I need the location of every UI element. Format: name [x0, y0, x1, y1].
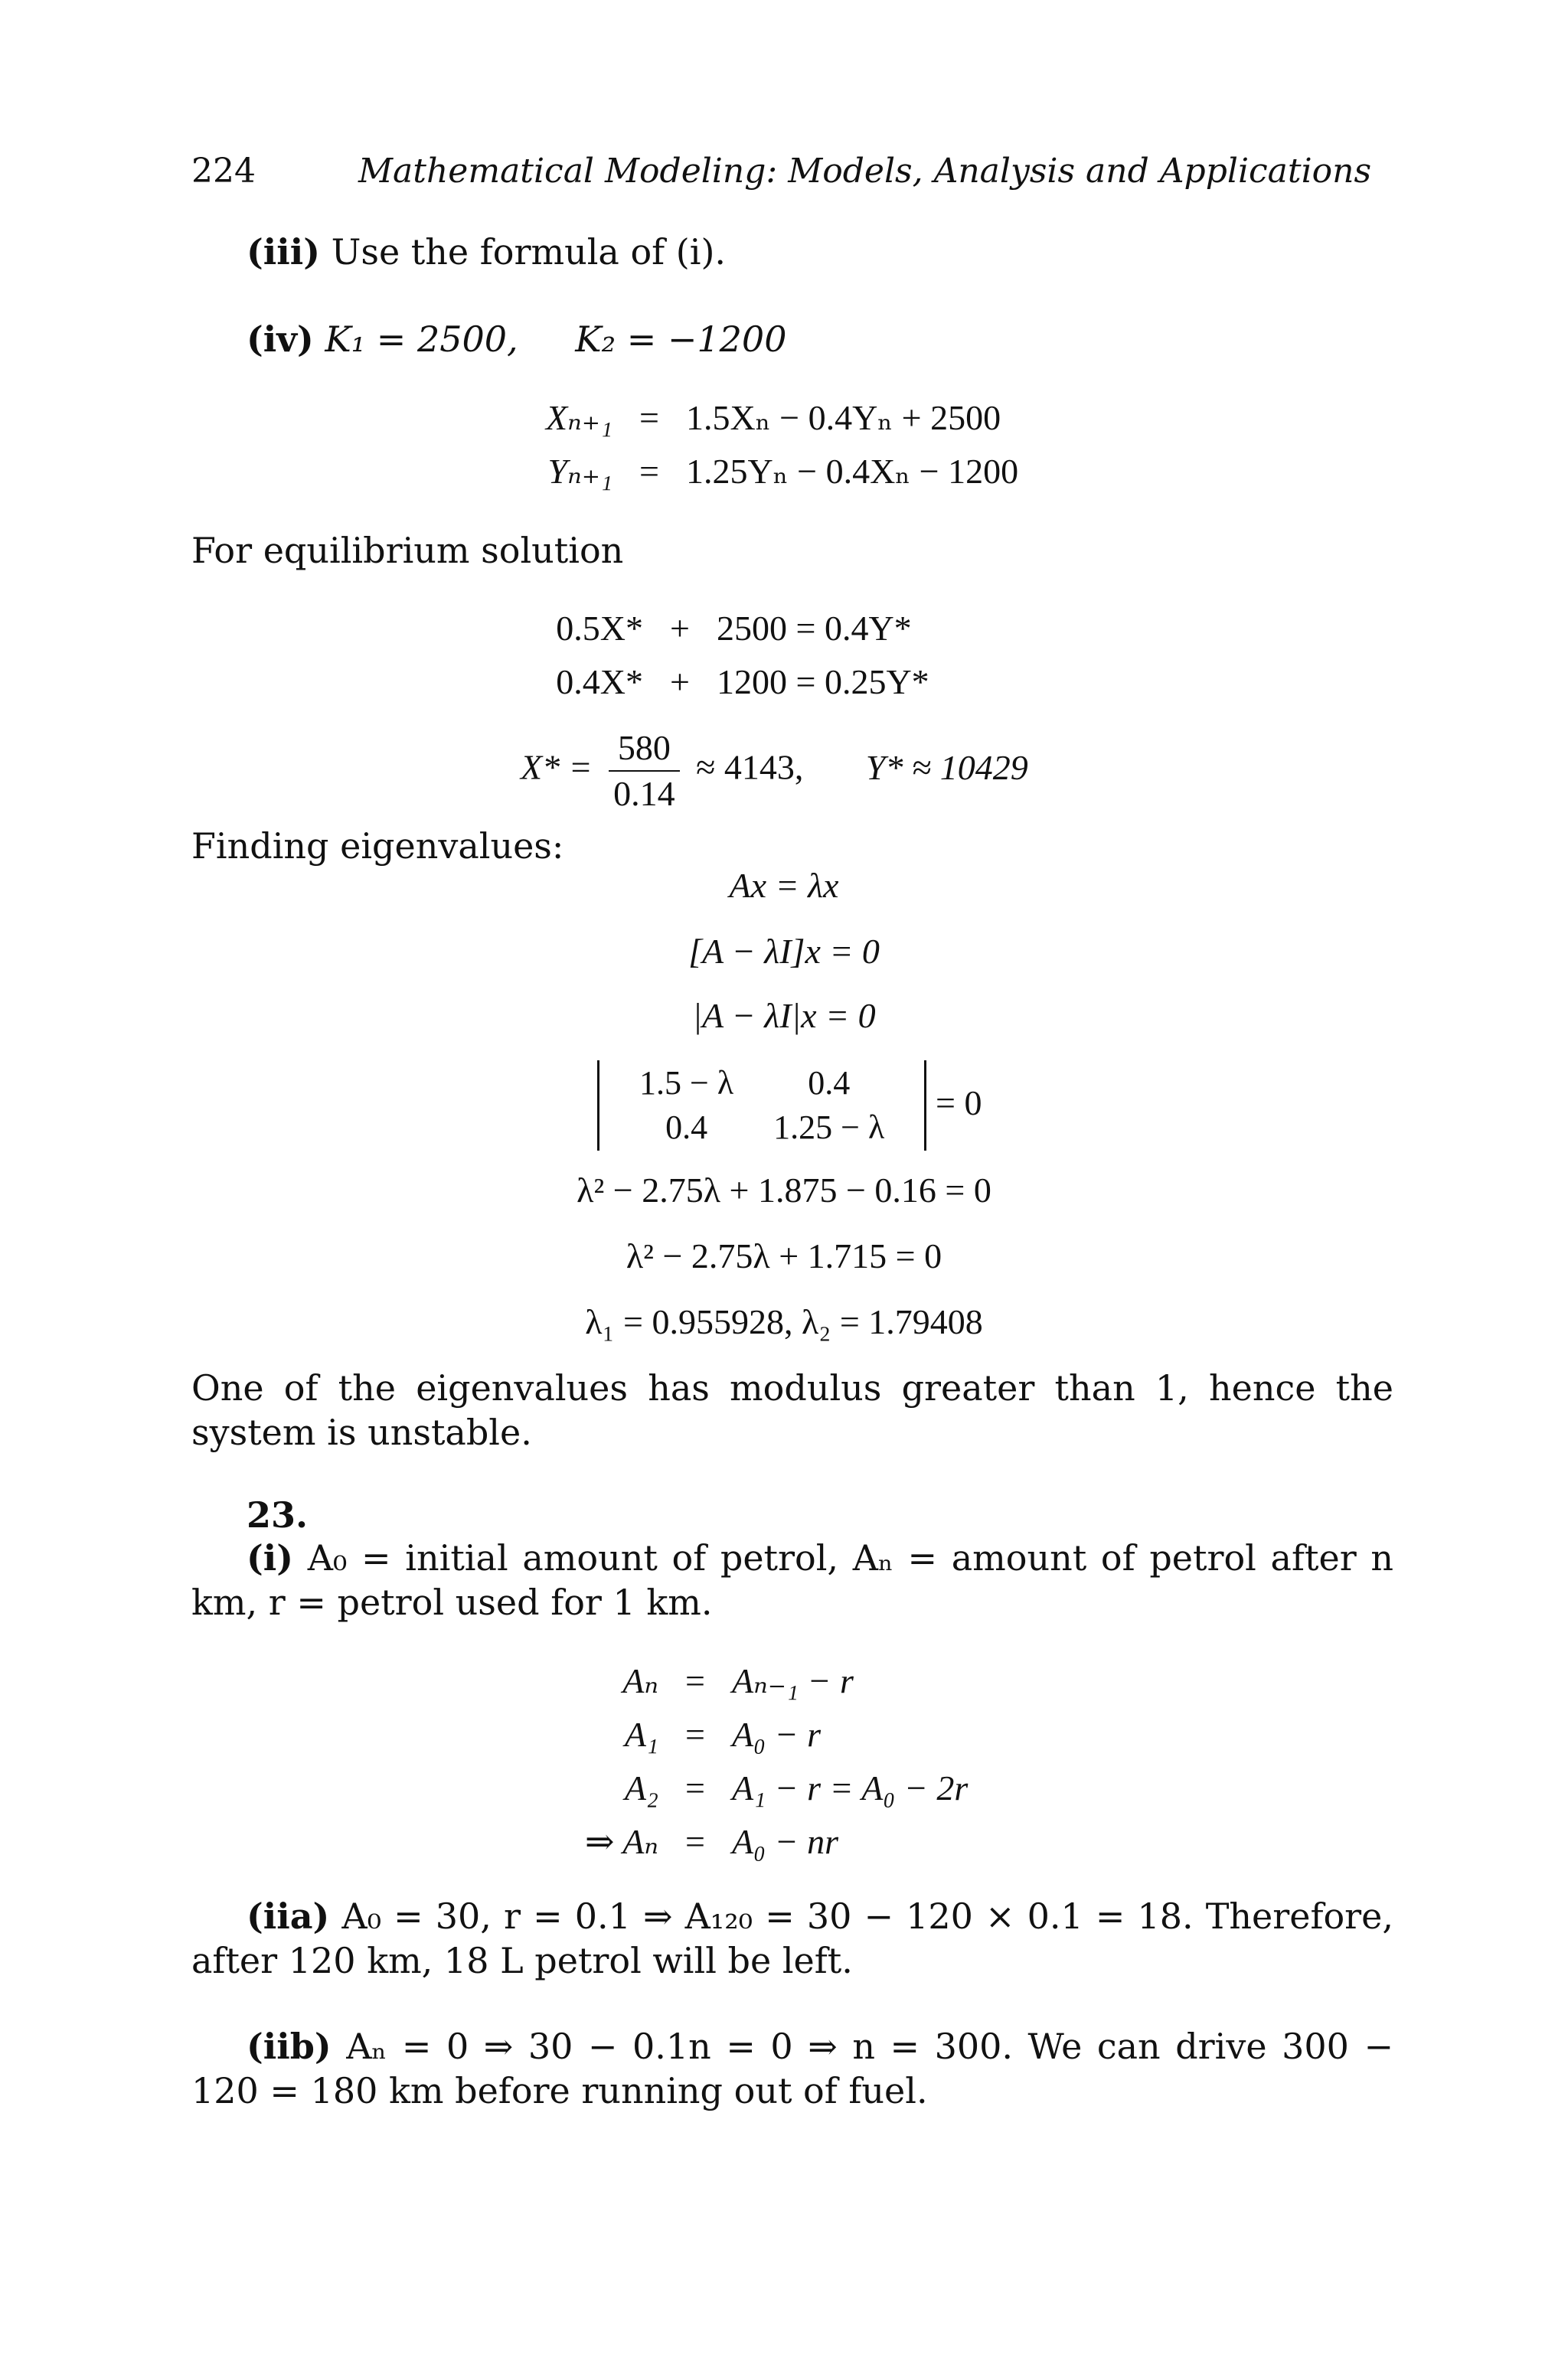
equation-lhs: Yₙ₊₁: [547, 452, 612, 491]
ystar-approx: Y* ≈ 10429: [865, 747, 1028, 787]
petrol-recurrence: [551, 1654, 968, 1868]
equation-rhs: 1.25Yₙ − 0.4Xₙ − 1200: [686, 452, 1019, 491]
eigen-eq-3: |A − λI|x = 0: [692, 996, 876, 1035]
part-i-text: A₀ = initial amount of petrol, Aₙ = amount of petrol after n km, r = petrol used for 1 km.: [191, 1537, 1393, 1623]
determinant-rhs: = 0: [936, 1083, 982, 1122]
equation-row: [551, 1761, 968, 1814]
equation-op: =: [685, 1768, 705, 1807]
matrix-entry: 1.25 − λ: [773, 1108, 885, 1146]
part-iib-text: Aₙ = 0 ⇒ 30 − 0.1n = 0 ⇒ n = 300. We can drive 300 − 120 = 180 km before running out of fuel.: [191, 2026, 1393, 2111]
part-iv: [247, 317, 786, 361]
part-i-label: (i): [247, 1537, 294, 1579]
equation-op: =: [685, 1821, 705, 1861]
part-iv-k1: K₁ = 2500,: [325, 318, 518, 360]
equation-rhs: A₀ − r: [732, 1714, 822, 1754]
matrix-entry: 0.4: [808, 1063, 851, 1102]
equation-lhs: A₂: [624, 1768, 658, 1807]
equation-rhs: A₀ − nr: [732, 1821, 839, 1861]
problem-number: [247, 1493, 308, 1537]
equation-system-xy: [490, 390, 1018, 498]
part-iii-text: Use the formula of (i).: [331, 231, 727, 273]
part-iia-text: A₀ = 30, r = 0.1 ⇒ A₁₂₀ = 30 − 120 × 0.1 = 18. Therefore, after 120 km, 18 L petrol will be left.: [191, 1896, 1393, 1981]
equilibrium-label: For equilibrium solution: [191, 530, 624, 571]
matrix-row: [619, 1105, 904, 1149]
xstar-lhs: X* =: [521, 747, 593, 787]
eigen-eq-5: λ² − 2.75λ + 1.715 = 0: [626, 1236, 942, 1275]
part-iia-label: (iia): [247, 1896, 330, 1937]
equation-lhs: 0.4X*: [556, 661, 643, 701]
equation-row: [536, 601, 929, 655]
equation-lhs: Xₙ₊₁: [545, 398, 612, 437]
eigen-eq-2: [A − λI]x = 0: [688, 932, 880, 971]
equation-row: [551, 1707, 968, 1761]
xstar-approx: ≈ 4143,: [696, 747, 804, 787]
part-iib-label: (iib): [247, 2026, 332, 2067]
problem23-part-i: [191, 1536, 1393, 1625]
eigen-eq-4: λ² − 2.75λ + 1.875 − 0.16 = 0: [577, 1171, 991, 1210]
fraction-numerator: 580: [609, 726, 680, 772]
equation-lhs: Aₙ: [622, 1661, 658, 1700]
page-number: 224: [191, 152, 256, 191]
equation-op: =: [685, 1660, 705, 1700]
matrix-entry: 0.4: [665, 1108, 708, 1146]
equation-rhs: A₁ − r = A₀ − 2r: [732, 1768, 969, 1807]
equation-rhs: 1.5Xₙ − 0.4Yₙ + 2500: [686, 398, 1001, 437]
determinant-matrix: [619, 1060, 904, 1149]
equation-op: +: [670, 608, 690, 648]
fraction: [609, 726, 680, 816]
equation-lhs: ⇒ Aₙ: [585, 1822, 658, 1861]
equation-row: [490, 444, 1018, 498]
part-iv-k2: K₂ = −1200: [575, 318, 787, 360]
conclusion-paragraph: One of the eigenvalues has modulus greater than 1, hence the system is unstable.: [191, 1367, 1393, 1453]
equation-row: [551, 1654, 968, 1707]
matrix-entry: 1.5 − λ: [639, 1063, 734, 1102]
equation-lhs: 0.5X*: [556, 608, 643, 648]
problem23-part-iib: [191, 2024, 1393, 2113]
equation-lhs: A₁: [624, 1714, 658, 1754]
equilibrium-system: [536, 601, 929, 708]
matrix-row: [619, 1060, 904, 1105]
equation-op: =: [639, 397, 659, 437]
equation-op: =: [639, 451, 659, 491]
problem-number-text: 23.: [247, 1494, 309, 1536]
part-iii-label: (iii): [247, 231, 320, 273]
equation-op: =: [685, 1714, 705, 1754]
fraction-denominator: 0.14: [613, 774, 675, 813]
equation-op: +: [670, 661, 690, 701]
equation-rhs: 1200 = 0.25Y*: [717, 661, 929, 701]
equation-row: [551, 1814, 968, 1868]
part-iii: [247, 230, 726, 274]
eigen-eq-6: λ₁ = 0.955928, λ₂ = 1.79408: [585, 1302, 983, 1341]
equation-rhs: 2500 = 0.4Y*: [717, 608, 912, 648]
equilibrium-values: [521, 726, 1028, 816]
determinant: [597, 1060, 926, 1151]
problem23-part-iia: [191, 1894, 1393, 1983]
part-iv-label: (iv): [247, 318, 314, 360]
running-title: Mathematical Modeling: Models, Analysis and Applications: [358, 152, 1372, 191]
eigen-eq-1: Ax = λx: [729, 866, 839, 905]
equation-rhs: Aₙ₋₁ − r: [732, 1661, 854, 1700]
eigen-label: Finding eigenvalues:: [191, 825, 564, 867]
equation-row: [490, 390, 1018, 444]
equation-row: [536, 655, 929, 708]
